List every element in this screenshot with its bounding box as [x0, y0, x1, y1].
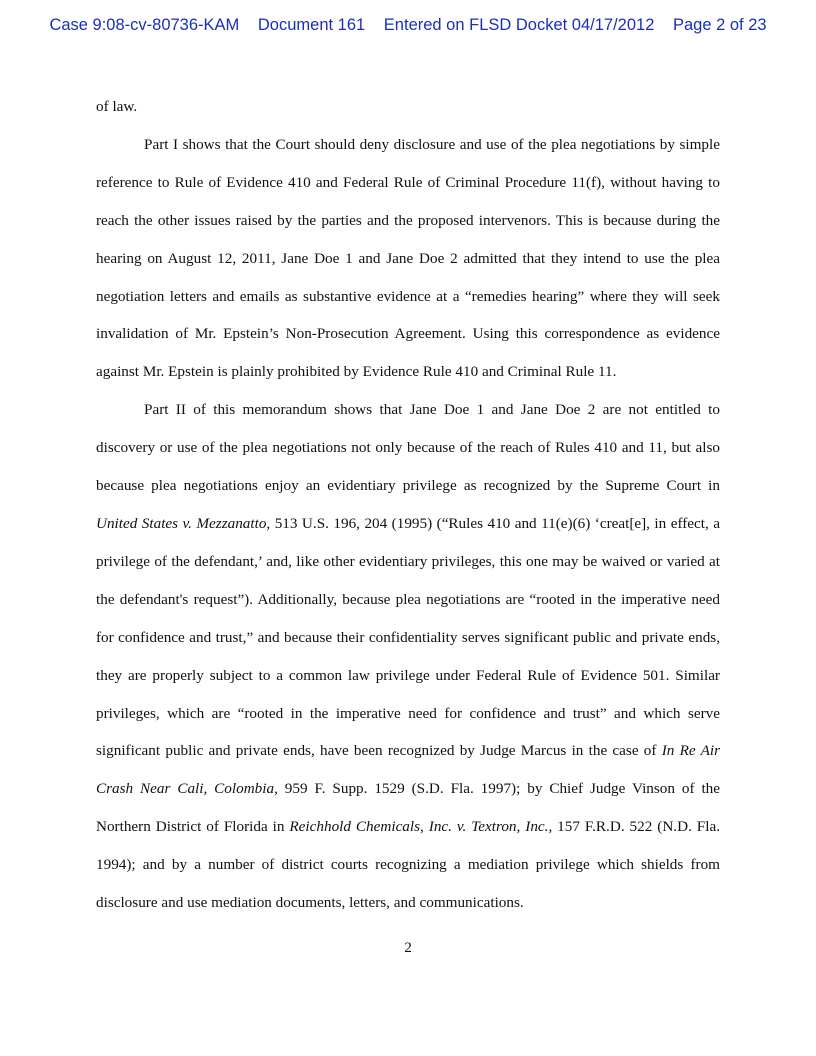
page-number: 2 [404, 939, 412, 956]
text-segment: 513 U.S. 196, 204 (1995) (“Rules 410 and 11(e)(6) ‘creat[e], in effect, a privilege of the defendant,’ and, like other evidentiary privileges, this one may be waived or varied at the defendant's request”). Additionally, because plea negotiations are “rooted in the imperative need for confidence and trust,” and because their confidentiality serves significant public and private ends, they are properly subject to a common law privilege under Federal Rule of Evidence 501. Similar privileges, which are “rooted in the imperative need for confidence and trust” and which serve significant public and private ends, have been recognized by Judge Marcus in the case of [96, 514, 720, 760]
docket-entry: Entered on FLSD Docket 04/17/2012 [383, 16, 655, 34]
paragraph-continuation: of law. [96, 98, 138, 115]
text-segment: Part II of this memorandum shows that Jane Doe 1 and Jane Doe 2 are not entitled to discovery or use of the plea negotiations not only because of the reach of Rules 410 and 11, but also because plea negotiations enjoy an evidentiary privilege as recognized by the Supreme Court in [96, 401, 720, 495]
docket-header [0, 16, 816, 35]
page-count: Page 2 of 23 [672, 16, 767, 34]
text-segment: , 959 F. Supp. 1529 (S.D. Fla. 1997); by Chief Judge Vinson of the Northern District of Florida in [96, 780, 720, 836]
paragraph-part-two [96, 391, 720, 922]
document-body [96, 88, 720, 922]
document-number: Document 161 [257, 16, 366, 34]
case-citation: United States v. Mezzanatto, [96, 514, 271, 532]
paragraph-part-one: Part I shows that the Court should deny disclosure and use of the plea negotiations by simple reference to Rule of Evidence 410 and Federal Rule of Criminal Procedure 11(f), without having to reach the other issues raised by the parties and the proposed intervenors. This is because during the hearing on August 12, 2011, Jane Doe 1 and Jane Doe 2 admitted that they intend to use the plea negotiation letters and emails as substantive evidence at a “remedies hearing” where they will seek invalidation of Mr. Epstein’s Non-Prosecution Agreement. Using this correspondence as evidence against Mr. Epstein is plainly prohibited by Evidence Rule 410 and Criminal Rule 11. [96, 135, 720, 381]
case-citation: In Re Air Crash Near Cali, Colombia [96, 742, 720, 798]
text-segment: , 157 F.R.D. 522 (N.D. Fla. 1994); and by a number of district courts recognizing a mediation privilege which shields from disclosure and use mediation documents, letters, and communications. [96, 818, 721, 912]
case-citation: Reichhold Chemicals, Inc. v. Textron, Inc. [289, 818, 549, 836]
case-number: Case 9:08-cv-80736-KAM [49, 16, 240, 34]
